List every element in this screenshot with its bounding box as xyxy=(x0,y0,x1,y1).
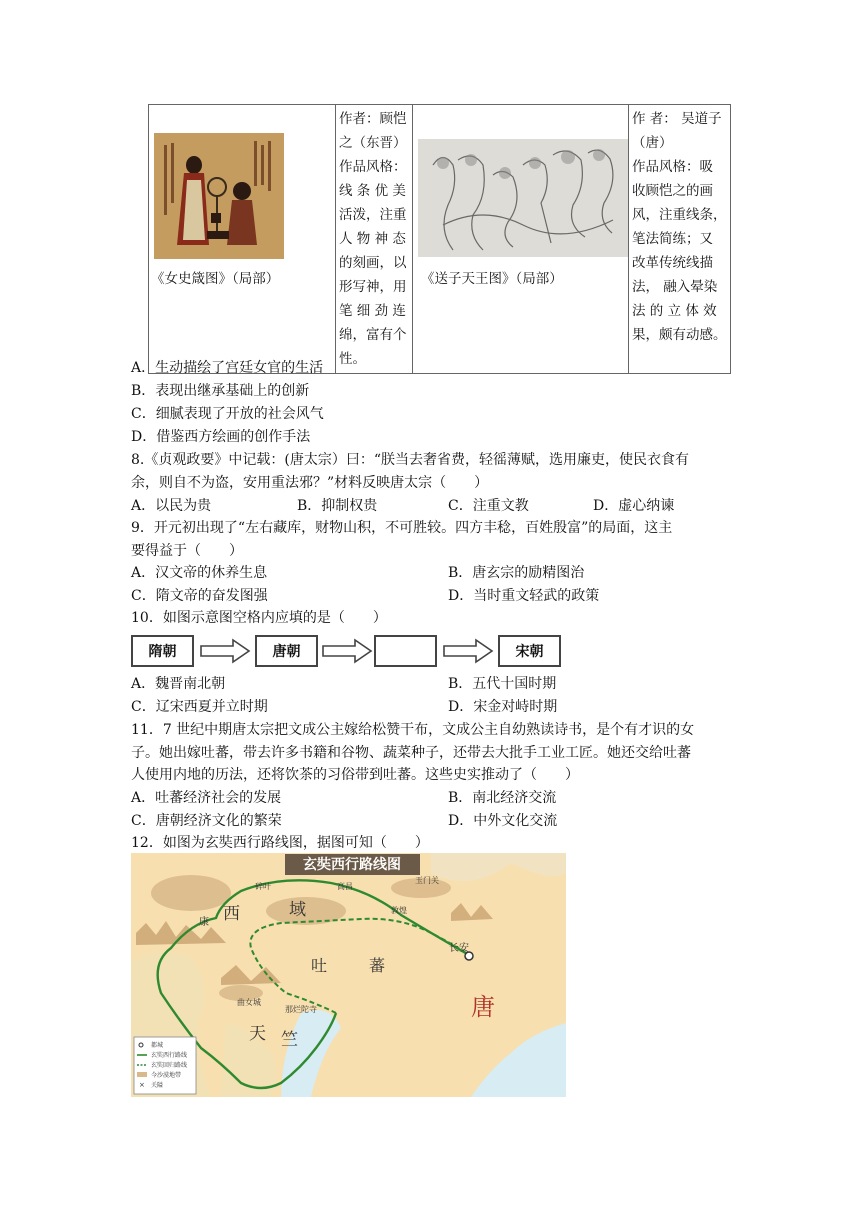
xuanzang-route-map xyxy=(131,853,566,1097)
desc-line: 的刻画，以 xyxy=(339,255,407,271)
q8-option-c[interactable]: C．注重文教 xyxy=(448,498,529,514)
map-label-xi: 西 xyxy=(223,904,240,924)
desc-line: （唐） xyxy=(632,135,673,151)
painting-cell-1 xyxy=(149,105,336,374)
map-label-suiye: 碎叶 xyxy=(255,882,271,891)
map-label-zhu: 竺 xyxy=(281,1030,298,1050)
legend-pass-icon: × xyxy=(139,1081,145,1089)
q9-option-c[interactable]: C．隋文帝的奋发图强 xyxy=(131,588,268,604)
desc-line: 活泼，注重 xyxy=(339,207,407,223)
q7-option-d[interactable]: D．借鉴西方绘画的创作手法 xyxy=(131,429,311,445)
legend-item: 玄奘回归路线 xyxy=(151,1062,188,1069)
q8-option-b[interactable]: B．抑制权贵 xyxy=(297,498,378,514)
flow-box-tang: 唐朝 xyxy=(255,635,318,667)
flow-box-song: 宋朝 xyxy=(498,635,561,667)
q9-option-d[interactable]: D．当时重文轻武的政策 xyxy=(448,588,600,604)
q8-option-d[interactable]: D．虚心纳谏 xyxy=(593,498,675,514)
desc-line: 笔法简练；又 xyxy=(632,231,713,247)
q10-option-b[interactable]: B．五代十国时期 xyxy=(448,676,557,692)
flow-box-blank xyxy=(374,635,437,667)
q11-option-d[interactable]: D．中外文化交流 xyxy=(448,813,558,829)
songzi-painting-image xyxy=(413,105,628,355)
legend-desert-icon xyxy=(137,1072,147,1077)
q11-option-c[interactable]: C．唐朝经济文化的繁荣 xyxy=(131,813,282,829)
q11-stem-line1: 11．7 世纪中期唐太宗把文成公主嫁给松赞干布，文成公主自幼熟读诗书，是个有才识的女 xyxy=(131,722,695,738)
q7-option-c[interactable]: C．细腻表现了开放的社会风气 xyxy=(131,406,324,422)
q8-option-a[interactable]: A．以民为贵 xyxy=(131,498,212,514)
desc-line: 形写神，用 xyxy=(339,279,407,295)
legend-item: 关隘 xyxy=(151,1082,164,1089)
map-label-tu: 吐 xyxy=(311,956,328,975)
painting-caption-1: 《女史箴图》（局部） xyxy=(151,271,280,287)
map-label-tian: 天 xyxy=(249,1024,266,1044)
q10-option-c[interactable]: C．辽宋西夏并立时期 xyxy=(131,699,268,715)
painting-desc-2 xyxy=(629,105,731,374)
legend-item: 都城 xyxy=(151,1042,164,1049)
q9-option-b[interactable]: B．唐玄宗的励精图治 xyxy=(448,565,585,581)
desc-line: 法 的 立 体 效 xyxy=(632,303,717,319)
q7-option-b[interactable]: B．表现出继承基础上的创新 xyxy=(131,383,310,399)
q12-stem: 12．如图为玄奘西行路线图，据图可知（ ） xyxy=(131,835,429,851)
desc-line: 作者：顾恺 xyxy=(339,111,407,127)
q11-stem-line3: 人使用内地的历法，还将饮茶的习俗带到吐蕃。这些史实推动了（ ） xyxy=(131,767,579,783)
q11-option-b[interactable]: B．南北经济交流 xyxy=(448,790,557,806)
q8-stem-line1: 8.《贞观政要》中记载：(唐太宗）曰：“朕当去奢省费，轻徭薄赋，选用廉吏，使民衣食有 xyxy=(131,452,689,468)
q9-stem-line1: 9．开元初出现了“左右藏库，财物山积，不可胜较。四方丰稔，百姓殷富”的局面，这主 xyxy=(131,520,673,536)
map-label-fan: 蕃 xyxy=(369,956,386,975)
painting-caption-2: 《送子天王图》（局部） xyxy=(421,271,563,287)
flow-arrow-icon xyxy=(199,638,251,664)
desc-line: 人 物 神 态 xyxy=(339,231,406,247)
map-label-dunhuang: 敦煌 xyxy=(391,906,407,915)
q8-stem-line2: 余，则自不为盗，安用重法邪？”材料反映唐太宗（ ） xyxy=(131,475,489,491)
map-title: 玄奘西行路线图 xyxy=(303,857,401,873)
map-label-qunv: 曲女城 xyxy=(237,998,261,1007)
desc-line: 之（东晋） xyxy=(339,135,407,151)
q9-stem-line2: 要得益于（ ） xyxy=(131,543,243,559)
desc-line: 绵，富有个 xyxy=(339,327,407,343)
q11-option-a[interactable]: A．吐蕃经济社会的发展 xyxy=(131,790,282,806)
q10-option-a[interactable]: A．魏晋南北朝 xyxy=(131,676,226,692)
desc-line: 果，颇有动感。 xyxy=(632,327,727,343)
painting-cell-2 xyxy=(413,105,629,374)
legend-item: 玄奘西行路线 xyxy=(151,1052,188,1059)
map-label-yu: 域 xyxy=(289,900,306,920)
painting-table xyxy=(148,104,731,374)
map-label-tang: 唐 xyxy=(471,993,495,1021)
nvshi-painting-image xyxy=(149,105,335,355)
desc-line: 改革传统线描 xyxy=(632,255,713,271)
q7-option-a[interactable]: A．生动描绘了宫廷女官的生活 xyxy=(131,360,324,376)
desc-line: 收顾恺之的画 xyxy=(632,183,713,199)
desc-line: 性。 xyxy=(339,351,366,367)
painting-desc-1 xyxy=(336,105,413,374)
map-label-changan: 长安 xyxy=(449,943,469,954)
flow-box-sui: 隋朝 xyxy=(131,635,194,667)
desc-line: 作 者： 吴道子 xyxy=(632,111,722,127)
q10-stem: 10．如图示意图空格内应填的是（ ） xyxy=(131,610,387,626)
desc-line: 线 条 优 美 xyxy=(339,183,406,199)
q10-option-d[interactable]: D．宋金对峙时期 xyxy=(448,699,558,715)
desc-line: 作品风格：吸 xyxy=(632,159,713,175)
map-label-kang: 康 xyxy=(199,917,209,928)
desc-line: 作品风格： xyxy=(339,159,407,175)
desc-line: 笔 细 劲 连 xyxy=(339,303,406,319)
legend-item: 今沙漠地带 xyxy=(151,1072,182,1079)
desc-line: 风，注重线条， xyxy=(632,207,727,223)
flow-arrow-icon xyxy=(442,638,494,664)
q11-stem-line2: 子。她出嫁吐蕃，带去许多书籍和谷物、蔬菜种子，还带去大批手工业工匠。她还交给吐蕃 xyxy=(131,745,691,761)
map-label-nalanda: 那烂陀寺 xyxy=(285,1005,317,1014)
q9-option-a[interactable]: A．汉文帝的休养生息 xyxy=(131,565,268,581)
desc-line: 法， 融入晕染 xyxy=(632,279,718,295)
map-label-gaochang: 高昌 xyxy=(337,882,353,891)
map-label-yumenguan: 玉门关 xyxy=(415,876,439,885)
flow-arrow-icon xyxy=(321,638,373,664)
